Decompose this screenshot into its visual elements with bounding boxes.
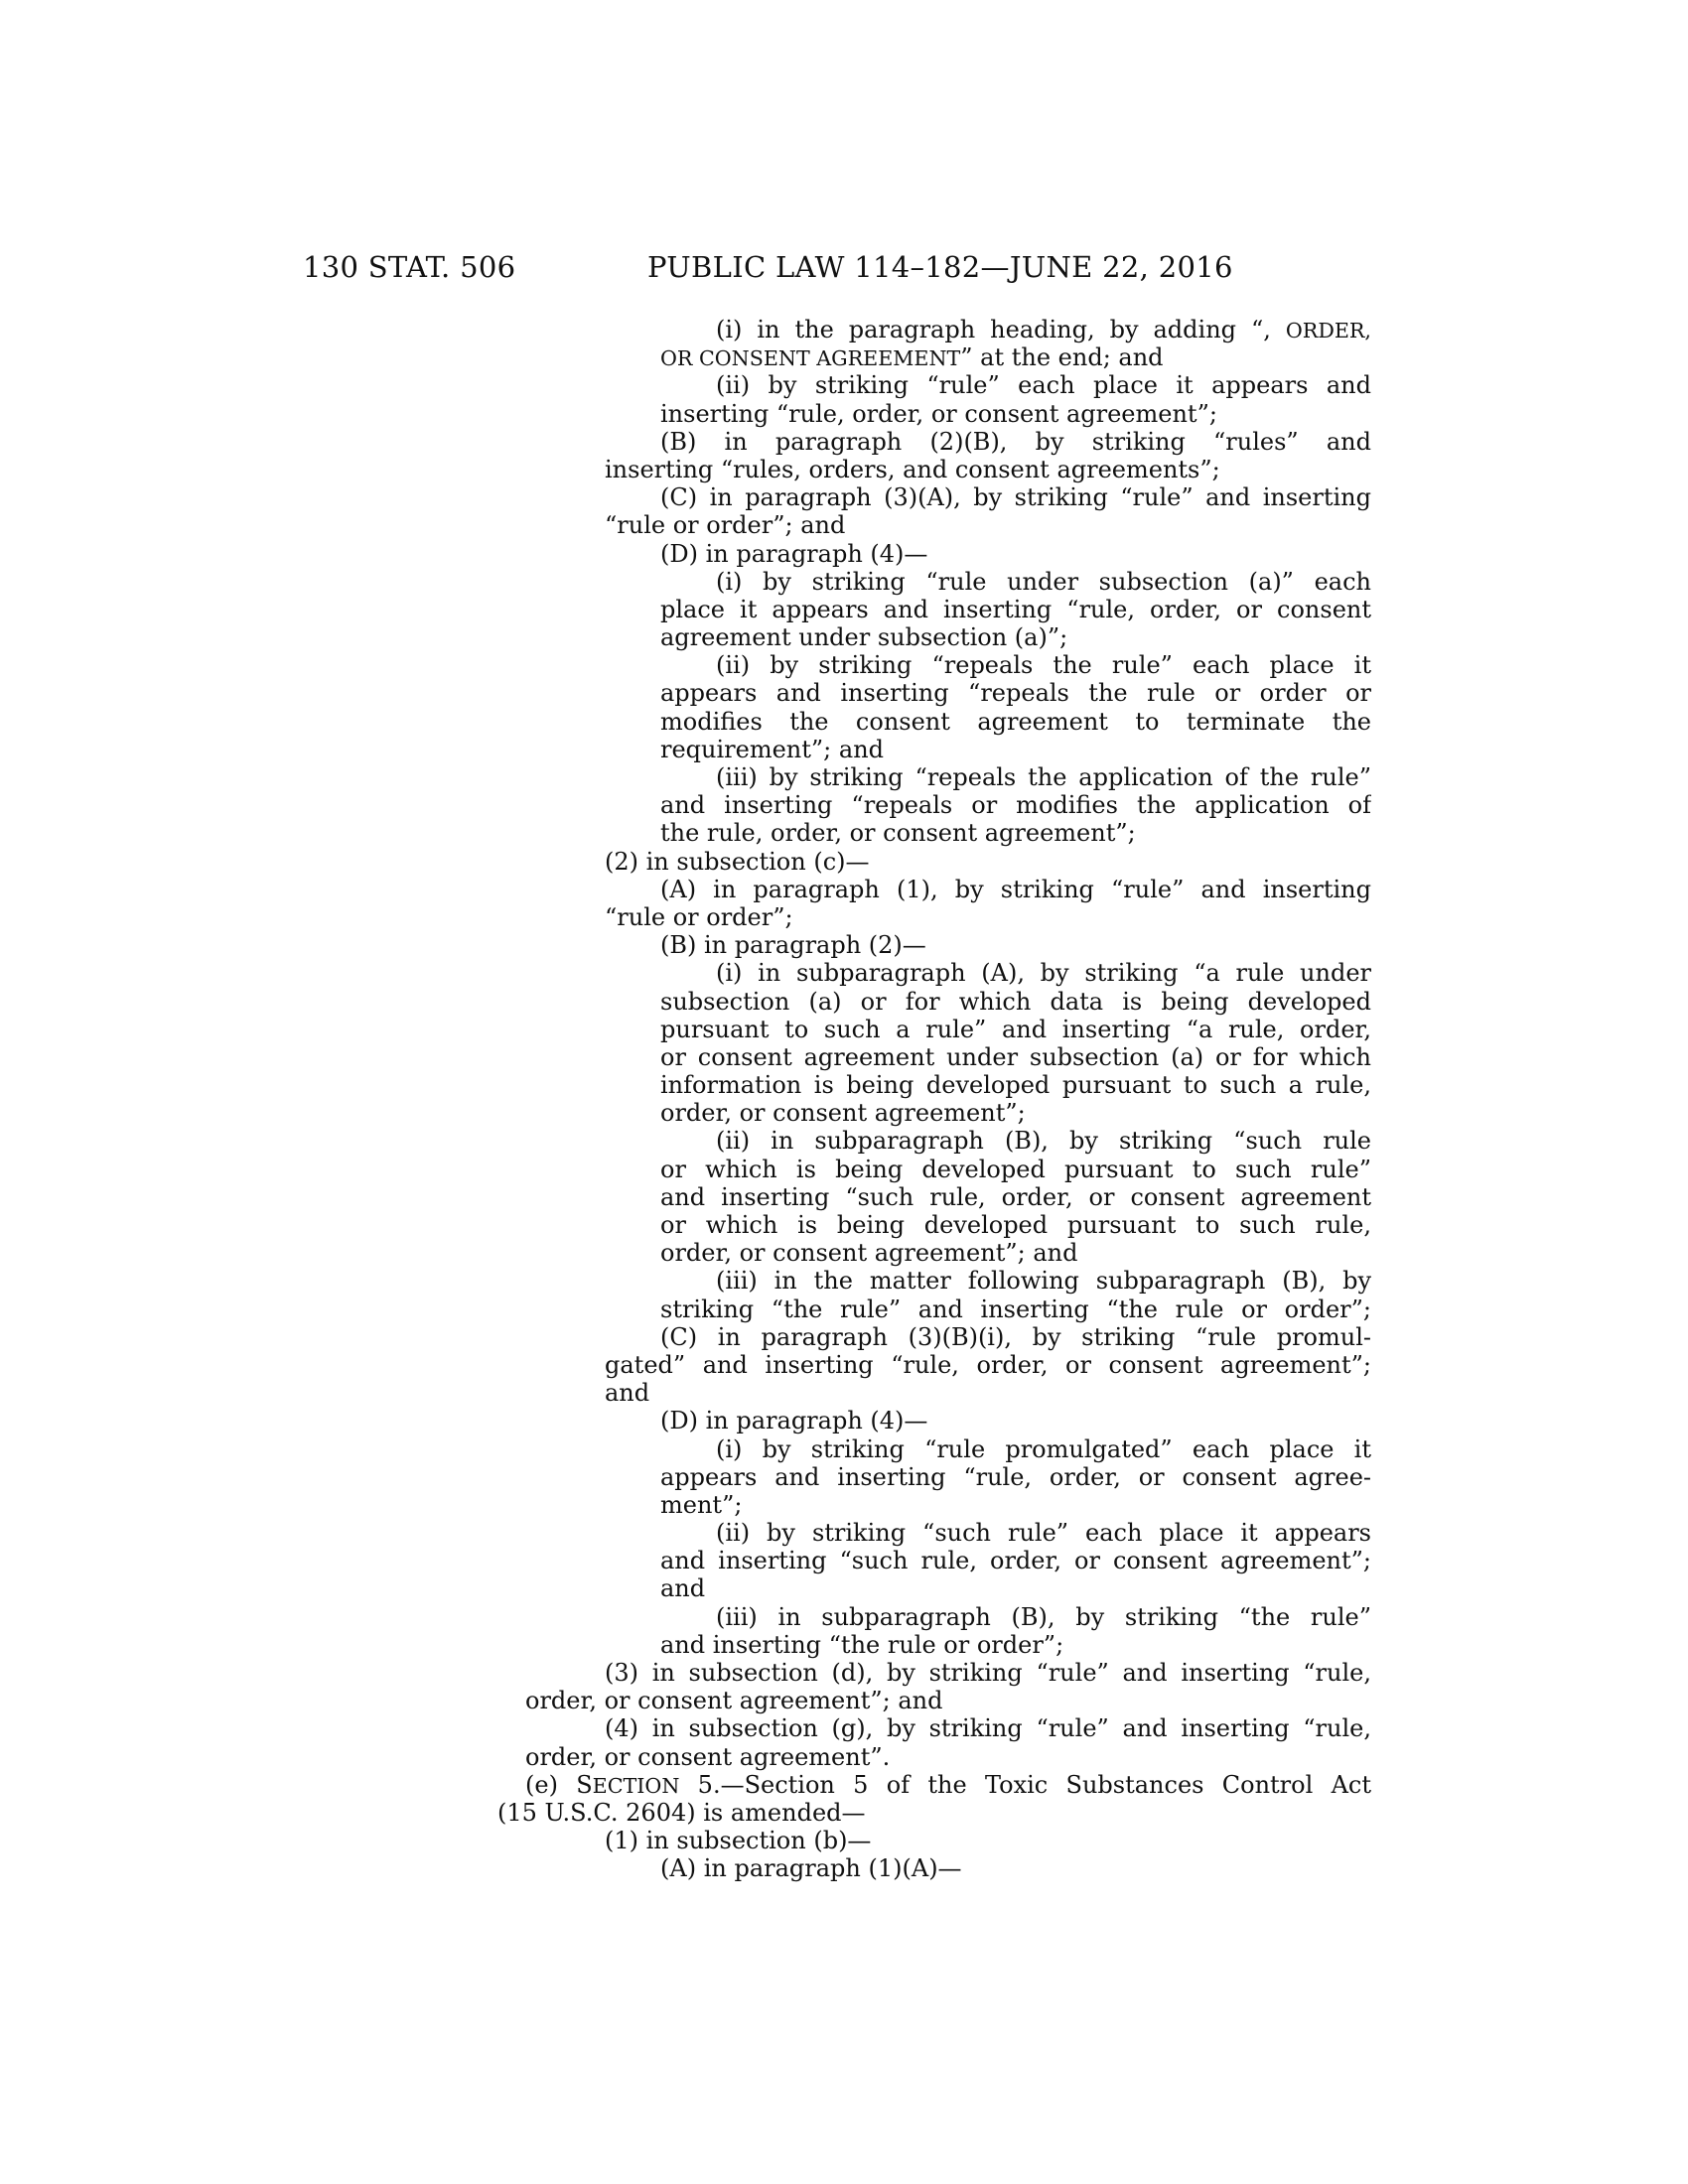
- text-line: (C) in paragraph (3)(A), by striking “rule” and inserting: [660, 483, 1371, 512]
- text-line: (B) in paragraph (2)—: [660, 931, 926, 960]
- text-line: (e) SECTION 5.—Section 5 of the Toxic Substances Control Act: [525, 1770, 1371, 1799]
- text-line: order, or consent agreement”; and: [660, 1239, 1078, 1268]
- text-line: or consent agreement under subsection (a) or for which: [660, 1042, 1371, 1071]
- text-line: (A) in paragraph (1), by striking “rule” and inserting: [660, 875, 1371, 903]
- text-line: order, or consent agreement”; and: [525, 1687, 943, 1715]
- text-line: agreement under subsection (a)”;: [660, 623, 1068, 652]
- text-line: (B) in paragraph (2)(B), by striking “rules” and: [660, 427, 1371, 456]
- text-line: modifies the consent agreement to terminate the: [660, 707, 1371, 736]
- text-line: (iii) by striking “repeals the application of the rule”: [716, 763, 1371, 791]
- text-line: (ii) by striking “such rule” each place it appears: [716, 1519, 1371, 1548]
- text-line: (i) in the paragraph heading, by adding “, ORDER,: [716, 316, 1371, 343]
- text-line: (4) in subsection (g), by striking “rule” and inserting “rule,: [605, 1714, 1371, 1743]
- text-line: the rule, order, or consent agreement”;: [660, 819, 1136, 848]
- text-line: (i) in subparagraph (A), by striking “a rule under: [716, 959, 1371, 988]
- text-line: “rule or order”; and: [605, 511, 846, 540]
- text-line: OR CONSENT AGREEMENT” at the end; and: [660, 343, 1164, 372]
- text-line: or which is being developed pursuant to such rule”: [660, 1155, 1371, 1183]
- text-line: (ii) by striking “rule” each place it appears and: [716, 371, 1371, 400]
- text-line: (A) in paragraph (1)(A)—: [660, 1854, 962, 1883]
- text-line: “rule or order”;: [605, 902, 793, 931]
- text-line: appears and inserting “rule, order, or consent agree-: [660, 1462, 1371, 1491]
- text-line: (iii) in the matter following subparagraph (B), by: [716, 1267, 1371, 1296]
- text-line: (D) in paragraph (4)—: [660, 539, 928, 568]
- stat-page-number: 130 STAT. 506: [303, 250, 516, 284]
- text-line: and: [660, 1574, 706, 1603]
- text-line: (D) in paragraph (4)—: [660, 1407, 928, 1435]
- text-line: (i) by striking “rule under subsection (a)” each: [716, 567, 1371, 596]
- text-line: place it appears and inserting “rule, order, or consent: [660, 595, 1371, 623]
- text-line: and: [605, 1379, 650, 1408]
- text-line: (ii) by striking “repeals the rule” each place it: [716, 651, 1371, 680]
- text-line: (3) in subsection (d), by striking “rule” and inserting “rule,: [605, 1659, 1371, 1687]
- running-header: PUBLIC LAW 114–182—JUNE 22, 2016: [647, 250, 1233, 284]
- text-line: (2) in subsection (c)—: [605, 847, 870, 876]
- text-line: inserting “rule, order, or consent agreement”;: [660, 399, 1217, 428]
- text-line: appears and inserting “repeals the rule or order or: [660, 679, 1371, 708]
- text-line: inserting “rules, orders, and consent agreements”;: [605, 455, 1220, 483]
- text-line: gated” and inserting “rule, order, or consent agreement”;: [605, 1350, 1371, 1379]
- text-line: ment”;: [660, 1490, 743, 1519]
- text-line: striking “the rule” and inserting “the rule or order”;: [660, 1295, 1371, 1323]
- text-line: order, or consent agreement”;: [660, 1099, 1026, 1128]
- text-line: pursuant to such a rule” and inserting “a rule, order,: [660, 1015, 1371, 1043]
- text-line: or which is being developed pursuant to such rule,: [660, 1211, 1371, 1239]
- text-line: subsection (a) or for which data is being developed: [660, 987, 1371, 1016]
- text-line: (C) in paragraph (3)(B)(i), by striking “rule promul-: [660, 1322, 1371, 1351]
- text-line: and inserting “the rule or order”;: [660, 1630, 1064, 1659]
- text-line: and inserting “such rule, order, or consent agreement: [660, 1182, 1371, 1211]
- text-line: (iii) in subparagraph (B), by striking “the rule”: [716, 1602, 1371, 1631]
- text-line: (15 U.S.C. 2604) is amended—: [497, 1798, 866, 1827]
- text-line: information is being developed pursuant to such a rule,: [660, 1071, 1371, 1100]
- text-line: requirement”; and: [660, 735, 885, 763]
- text-line: order, or consent agreement”.: [525, 1742, 891, 1771]
- text-line: and inserting “repeals or modifies the application of: [660, 791, 1371, 820]
- text-line: (1) in subsection (b)—: [605, 1827, 872, 1855]
- text-line: (i) by striking “rule promulgated” each place it: [716, 1434, 1371, 1463]
- text-line: and inserting “such rule, order, or consent agreement”;: [660, 1547, 1371, 1575]
- text-line: (ii) in subparagraph (B), by striking “such rule: [716, 1127, 1371, 1156]
- body-text: [497, 316, 1371, 1883]
